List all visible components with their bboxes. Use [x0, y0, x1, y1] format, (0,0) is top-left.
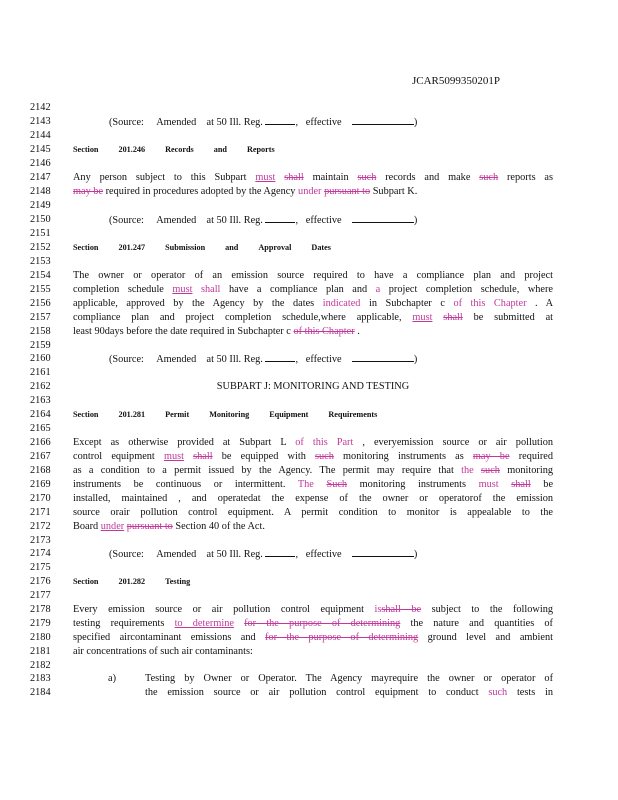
- body-text: Board under pursuant to Section 40 of the Act.: [73, 521, 265, 532]
- source-note: (Source: Amended at 50 Ill. Reg. , effective ): [109, 117, 418, 128]
- body-text: Every emission source or air pollution control equipment isshall be subject to the following: [73, 604, 554, 615]
- line-number: 2171: [30, 507, 51, 518]
- line-number: 2173: [30, 535, 51, 546]
- line-number: 2161: [30, 367, 51, 378]
- line-number: 2179: [30, 618, 51, 629]
- section-heading: Section 201.246 Records and Reports: [73, 145, 275, 154]
- body-text: air concentrations of such air contaminants:: [73, 646, 253, 657]
- section-heading: Section 201.247 Submission and Approval Dates: [73, 243, 331, 252]
- line-number: 2142: [30, 102, 51, 113]
- body-text: may be required in procedures adopted by the Agency under pursuant to Subpart K.: [73, 186, 418, 197]
- body-text: the emission source or air pollution control equipment to conduct such tests in: [145, 687, 553, 698]
- line-number: 2151: [30, 228, 51, 239]
- body-text: as a condition to a permit issued by the Agency. The permit may require that the such monitoring: [73, 465, 553, 476]
- body-text: Testing by Owner or Operator. The Agency mayrequire the owner or operator of: [145, 673, 553, 684]
- body-text: instruments be continuous or intermittent. The Such monitoring instruments must shall be: [73, 479, 554, 490]
- line-number: 2160: [30, 353, 51, 364]
- line-number: 2181: [30, 646, 51, 657]
- line-number: 2183: [30, 673, 51, 684]
- line-number: 2150: [30, 214, 51, 225]
- line-number: 2182: [30, 660, 51, 671]
- body-text: applicable, approved by the Agency by the dates indicated in Subchapter c of this Chapter . A: [73, 298, 554, 309]
- line-number: 2147: [30, 172, 51, 183]
- subpart-heading: SUBPART J: MONITORING AND TESTING: [216, 381, 410, 392]
- line-number: 2180: [30, 632, 51, 643]
- body-text: completion schedule must shall have a compliance plan and a project completion schedule, where: [73, 284, 553, 295]
- source-note: (Source: Amended at 50 Ill. Reg. , effective ): [109, 354, 418, 365]
- line-number: 2153: [30, 256, 51, 267]
- line-number: 2143: [30, 116, 51, 127]
- document-id-header: JCAR5099350201P: [412, 75, 501, 87]
- line-number: 2144: [30, 130, 51, 141]
- body-text: control equipment must shall be equipped with such monitoring instruments as may be required: [73, 451, 553, 462]
- line-number: 2164: [30, 409, 51, 420]
- line-number: 2155: [30, 284, 51, 295]
- line-number: 2175: [30, 562, 51, 573]
- line-number: 2167: [30, 451, 51, 462]
- line-number: 2166: [30, 437, 51, 448]
- body-text: least 90days before the date required in Subchapter c of this Chapter .: [73, 326, 360, 337]
- body-text: installed, maintained , and operatedat the expense of the owner or operatorof the emission: [73, 493, 553, 504]
- line-number: 2159: [30, 340, 51, 351]
- body-text: specified aircontaminant emissions and for the purpose of determining ground level and ambient: [73, 632, 553, 643]
- body-text: compliance plan and project completion schedule,where applicable, must shall be submitted at: [73, 312, 554, 323]
- source-note: (Source: Amended at 50 Ill. Reg. , effective ): [109, 215, 418, 226]
- body-text: The owner or operator of an emission source required to have a compliance plan and project: [73, 270, 553, 281]
- line-number: 2158: [30, 326, 51, 337]
- line-number: 2177: [30, 590, 51, 601]
- line-number: 2145: [30, 144, 51, 155]
- list-item-label: a): [108, 673, 116, 684]
- line-number: 2156: [30, 298, 51, 309]
- line-number: 2165: [30, 423, 51, 434]
- line-number: 2154: [30, 270, 51, 281]
- line-number: 2162: [30, 381, 51, 392]
- body-text: testing requirements to determine for the purpose of determining the nature and quantities of: [73, 618, 553, 629]
- line-number: 2184: [30, 687, 51, 698]
- body-text: Any person subject to this Subpart must shall maintain such records and make such reports as: [73, 172, 554, 183]
- section-heading: Section 201.282 Testing: [73, 577, 191, 586]
- line-number: 2163: [30, 395, 51, 406]
- line-number: 2174: [30, 548, 51, 559]
- section-heading: Section 201.281 Permit Monitoring Equipment Requirements: [73, 410, 378, 419]
- line-number: 2157: [30, 312, 51, 323]
- body-text: Except as otherwise provided at Subpart L of this Part , everyemission source or air pollution: [73, 437, 553, 448]
- line-number: 2168: [30, 465, 51, 476]
- line-number: 2178: [30, 604, 51, 615]
- line-number: 2169: [30, 479, 51, 490]
- line-number: 2146: [30, 158, 51, 169]
- line-number: 2152: [30, 242, 51, 253]
- body-text: source orair pollution control equipment. A permit condition to monitor is appealable to the: [73, 507, 553, 518]
- line-number: 2172: [30, 521, 51, 532]
- line-number: 2148: [30, 186, 51, 197]
- source-note: (Source: Amended at 50 Ill. Reg. , effective ): [109, 549, 418, 560]
- line-number: 2176: [30, 576, 51, 587]
- line-number: 2149: [30, 200, 51, 211]
- line-number: 2170: [30, 493, 51, 504]
